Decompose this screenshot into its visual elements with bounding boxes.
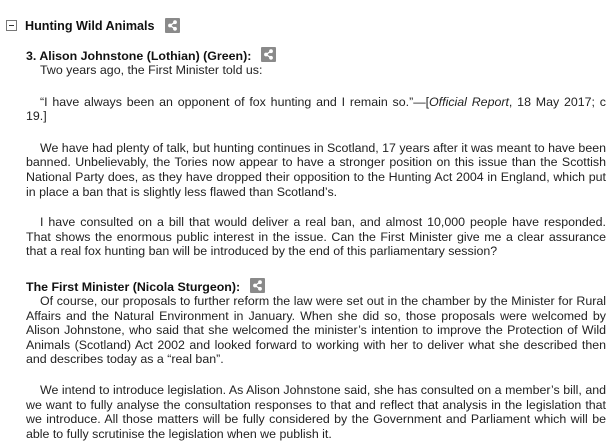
question-speaker-row xyxy=(26,48,606,63)
share-icon[interactable] xyxy=(250,278,265,293)
answer-speaker-row xyxy=(26,279,606,294)
section-header xyxy=(6,18,180,33)
quote-citation: Official Report xyxy=(429,94,509,109)
quote-text: “I have always been an opponent of fox hunting and I remain so.”—[ xyxy=(40,94,430,109)
quote-ref: , 18 May 2017; c 19.] xyxy=(26,94,606,124)
answer-paragraph-1: Of course, our proposals to further reform the law were set out in the chamber by the Minister for Rural Affairs and the Natural Environment in January. When she did so, those proposals were welcomed by Alison Johnstone, who said that she welcomed the minister’s intention to improve the Protection of Wild Animals (Scotland) Act 2002 and looked forward to working with her to deliver what she described then and describes today as a “real ban”. xyxy=(26,294,606,367)
collapse-toggle-icon[interactable] xyxy=(6,20,17,31)
question-contribution xyxy=(26,48,606,259)
answer-paragraph-2: We intend to introduce legislation. As Alison Johnstone said, she has consulted on a member’s bill, and we want to fully analyse the consultation responses to that and reflect that analysis in the legislation that we introduce. All those matters will be fully considered by the Government and Parliament which will be able to fully scrutinise the legislation when we publish it. xyxy=(26,382,606,441)
speaker-name: 3. Alison Johnstone (Lothian) (Green): xyxy=(26,48,252,63)
question-paragraph-3: I have consulted on a bill that would deliver a real ban, and almost 10,000 people have responded. That shows the enormous public interest in the issue. Can the First Minister give me a clear assurance that a real fox hunting ban will be introduced by the end of this parliamentary session? xyxy=(26,215,606,259)
speaker-name: The First Minister (Nicola Sturgeon): xyxy=(26,279,241,294)
section-title: Hunting Wild Animals xyxy=(25,18,155,33)
question-paragraph-2: We have had plenty of talk, but hunting continues in Scotland, 17 years after it was meant to have been banned. Unbelievably, the Tories now appear to have a stronger position on this issue than the Scottish National Party does, as they have dropped their opposition to the Hunting Act 2004 in England, which put in place a ban that is slightly less flawed than Scotland’s. xyxy=(26,140,606,199)
share-icon[interactable] xyxy=(261,47,276,62)
answer-contribution xyxy=(26,279,606,441)
quote xyxy=(26,95,606,124)
question-intro: Two years ago, the First Minister told us: xyxy=(40,63,263,77)
share-icon[interactable] xyxy=(165,18,180,33)
